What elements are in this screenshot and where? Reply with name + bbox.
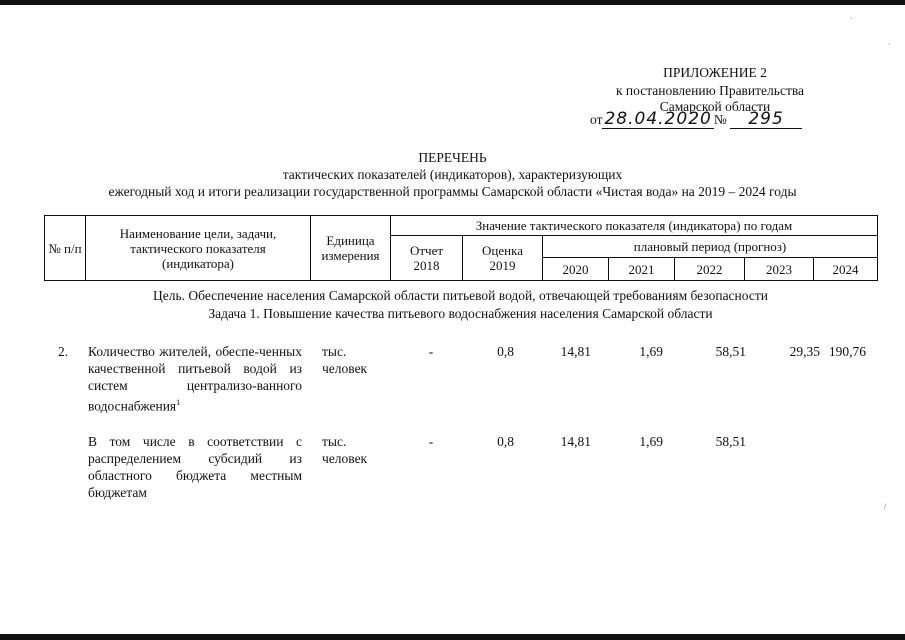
header-year-2024: 2024 bbox=[814, 258, 878, 281]
scan-speck: · bbox=[888, 40, 891, 49]
row-value-2021: 1,69 bbox=[639, 434, 663, 449]
row-value-2022: 58,51 bbox=[715, 344, 746, 359]
header-report-2018: Отчет 2018 bbox=[391, 236, 463, 281]
row-value-2020: 14,81 bbox=[560, 434, 591, 449]
header-unit: Единица измерения bbox=[311, 216, 391, 281]
row-value-2021: 1,69 bbox=[639, 344, 663, 359]
number-prefix: № bbox=[713, 112, 727, 127]
document-title: ПЕРЕЧЕНЬ bbox=[418, 150, 487, 165]
header-values-group: Значение тактического показателя (индикатора) по годам bbox=[391, 216, 878, 236]
header-year-2020: 2020 bbox=[543, 258, 609, 281]
header-year-2021: 2021 bbox=[609, 258, 675, 281]
footnote-mark: 1 bbox=[176, 398, 181, 407]
row-report-2018: - bbox=[428, 344, 434, 359]
row-estimate-2019: 0,8 bbox=[497, 434, 514, 449]
row-value-2020: 14,81 bbox=[560, 344, 591, 359]
scan-edge-top bbox=[0, 0, 905, 5]
table-row bbox=[44, 343, 877, 413]
document-subtitle-1: тактических показателей (индикаторов), характеризующих bbox=[282, 167, 623, 182]
header-planned-period: плановый период (прогноз) bbox=[543, 236, 878, 258]
header-num: № п/п bbox=[45, 216, 86, 281]
appendix-line-1: к постановлению Правительства bbox=[615, 83, 805, 98]
header-year-2022: 2022 bbox=[675, 258, 745, 281]
header-name: Наименование цели, задачи, тактического показателя (индикатора) bbox=[86, 216, 311, 281]
appendix-heading: ПРИЛОЖЕНИЕ 2 bbox=[663, 65, 767, 80]
row-value-2024: 190,76 bbox=[828, 344, 866, 359]
handwritten-date: 28.04.2020 bbox=[604, 109, 712, 129]
scan-speck: / bbox=[884, 502, 887, 511]
row-report-2018: - bbox=[428, 434, 434, 449]
row-unit: тыс. человек bbox=[322, 344, 368, 376]
document-subtitle-2: ежегодный ход и итоги реализации государственной программы Самарской области «Чистая вода» на 2019 – 2024 годы bbox=[108, 184, 797, 199]
row-value-2022: 58,51 bbox=[715, 434, 746, 449]
scan-speck: · bbox=[850, 14, 853, 23]
indicators-table-header bbox=[44, 215, 878, 281]
goal-heading: Цель. Обеспечение населения Самарской области питьевой водой, отвечающей требованиям безопасности bbox=[153, 288, 768, 303]
task-heading: Задача 1. Повышение качества питьевого водоснабжения населения Самарской области bbox=[208, 306, 713, 321]
row-unit: тыс. человек bbox=[322, 434, 368, 466]
handwritten-number: 295 bbox=[730, 111, 802, 129]
appendix-signature-line bbox=[590, 111, 802, 129]
appendix-line-2: Самарской области bbox=[659, 99, 771, 114]
date-prefix: от bbox=[590, 112, 603, 127]
table-row bbox=[44, 433, 877, 503]
row-number: 2. bbox=[58, 344, 69, 359]
row-indicator-name: В том числе в соответствии с распределением субсидий из областного бюджета местным бюджетам bbox=[88, 434, 302, 500]
row-indicator-name: Количество жителей, обеспе-ченных качественной питьевой водой из систем централизо-ванного водоснабжения$^1$ bbox=[88, 344, 302, 414]
scan-edge-bottom bbox=[0, 634, 905, 640]
header-estimate-2019: Оценка 2019 bbox=[463, 236, 543, 281]
row-value-2023: 29,35 bbox=[789, 344, 820, 359]
header-year-2023: 2023 bbox=[745, 258, 814, 281]
row-estimate-2019: 0,8 bbox=[497, 344, 514, 359]
